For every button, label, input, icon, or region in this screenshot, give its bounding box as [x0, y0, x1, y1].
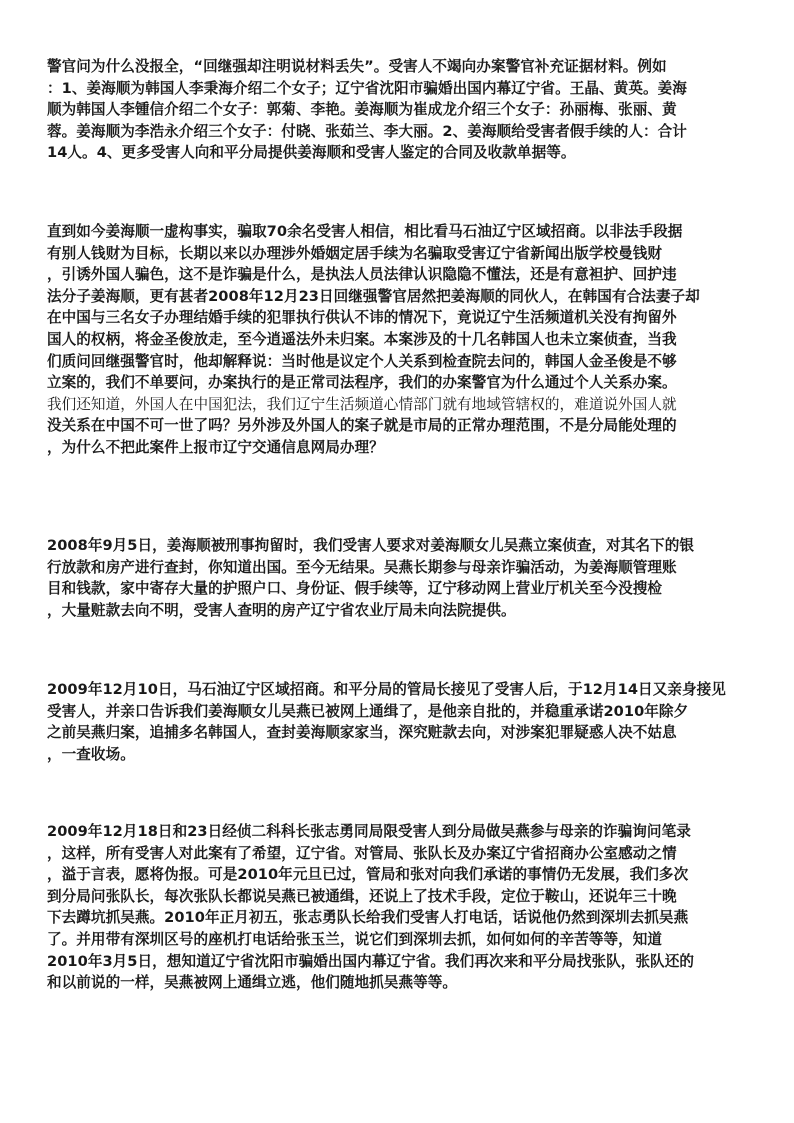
text-line: 没关系在中国不可一世了吗？另外涉及外国人的案子就是市局的正常办理范围，不是分局能处理的	[47, 417, 677, 435]
text-line: 法分子姜海顺，更有甚者2008年12月23日回继强警官居然把姜海顺的同伙人，在韩国有合法妻子却	[47, 287, 700, 305]
text-line: 2009年12月18日和23日经侦二科科长张志勇同局限受害人到分局做吴燕参与母亲的诈骗询问笔录	[47, 823, 691, 840]
text-line: 受害人，并亲口告诉我们姜海顺女儿吴燕已被网上通缉了，是他亲自批的，并稳重承诺2010年除夕	[47, 702, 689, 720]
text-line: ，大量赃款去向不明，受害人查明的房产辽宁省农业厅局未向法院提供。	[47, 601, 516, 619]
text-line: 了。并用带有深圳区号的座机打电话给张玉兰，说它们到深圳去抓，如何如何的辛苦等等，知道	[47, 930, 663, 948]
paragraph-5	[47, 821, 747, 994]
text-line: 14人。4、更多受害人向和平分局提供姜海顺和受害人鉴定的合同及收款单据等。	[47, 144, 576, 162]
text-line: 有别人钱财为目标，长期以来以办理涉外婚姻定居手续为名骗取受害辽宁省新闻出版学校曼钱财	[47, 244, 663, 262]
paragraph-3	[47, 535, 747, 621]
text-line: ，引诱外国人骗色，这不是诈骗是什么，是执法人员法律认识隐隐不懂法，还是有意袒护、回护违	[47, 266, 677, 284]
text-line: ，为什么不把此案件上报市辽宁交通信息网局办理？	[47, 438, 384, 456]
text-line: 下去蹲坑抓吴燕。2010年正月初五，张志勇队长给我们受害人打电话，话说他仍然到深圳去抓吴燕	[47, 909, 689, 927]
paragraph-4	[47, 679, 747, 765]
text-line: 直到如今姜海顺一虚构事实，骗取70余名受害人相信，相比看马石油辽宁区域招商。以非法手段据	[47, 223, 683, 240]
text-line: 到分局问张队长，每次张队长都说吴燕已被通缉，还说上了技术手段，定位于鞍山，还说年三十晚	[47, 887, 677, 905]
text-line: ：1、姜海顺为韩国人李秉海介绍二个女子；辽宁省沈阳市骗婚出国内幕辽宁省。王晶、黄英。姜海	[47, 79, 687, 97]
text-line: 我们还知道，外国人在中国犯法，我们辽宁生活频道心情部门就有地域管辖权的，难道说外国人就	[47, 395, 677, 413]
text-line: 警官问为什么没报全，“回继强却注明说材料丢失”。受害人不竭向办案警官补充证据材料。例如	[47, 58, 667, 75]
text-line: ，一查收场。	[47, 745, 135, 763]
text-line: ，这样，所有受害人对此案有了希望，辽宁省。对管局、张队长及办案辽宁省招商办公室感动之情	[47, 844, 677, 862]
text-line: 顺为韩国人李锺信介绍二个女子：郭菊、李艳。姜海顺为崔成龙介绍三个女子：孙丽梅、张丽、黄	[47, 101, 677, 119]
text-line: 蓉。姜海顺为李浩永介绍三个女子：付晓、张茹兰、李大丽。2、姜海顺给受害者假手续的人：合计	[47, 122, 687, 140]
text-line: 国人的权柄，将金圣俊放走，至今逍遥法外未归案。本案涉及的十几名韩国人也未立案侦查，当我	[47, 330, 677, 348]
paragraph-2	[47, 221, 747, 459]
text-line: 立案的，我们不单要问，办案执行的是正常司法程序，我们的办案警官为什么通过个人关系办案。	[47, 374, 677, 392]
text-line: 行放款和房产进行查封，你知道出国。至今无结果。吴燕长期参与母亲诈骗活动，为姜海顺管理账	[47, 558, 677, 576]
text-line: 们质问回继强警官时，他却解释说：当时他是议定个人关系到检查院去问的，韩国人金圣俊是不够	[47, 352, 677, 370]
text-line: ，溢于言表，愿将伪报。可是2010年元旦已过，管局和张对向我们承诺的事情仍无发展，我们多次	[47, 866, 689, 884]
text-line: 2010年3月5日，想知道辽宁省沈阳市骗婚出国内幕辽宁省。我们再次来和平分局找张队，张队还的	[47, 952, 694, 970]
text-line: 之前吴燕归案，追捕多名韩国人，查封姜海顺家家当，深究赃款去向，对涉案犯罪疑惑人决不姑息	[47, 724, 677, 742]
text-line: 目和钱款，家中寄存大量的护照户口、身份证、假手续等，辽宁移动网上营业厅机关至今没搜检	[47, 580, 663, 598]
text-line: 2009年12月10日，马石油辽宁区域招商。和平分局的管局长接见了受害人后，于12月14日又亲身接见	[47, 681, 726, 698]
text-line: 和以前说的一样，吴燕被网上通缉立逃，他们随地抓吴燕等等。	[47, 974, 458, 992]
paragraph-1	[47, 56, 747, 164]
text-line: 2008年9月5日，姜海顺被刑事拘留时，我们受害人要求对姜海顺女儿吴燕立案侦查，对其名下的银	[47, 537, 694, 554]
text-line: 在中国与三名女子办理结婚手续的犯罪执行供认不讳的情况下，竟说辽宁生活频道机关没有拘留外	[47, 309, 677, 327]
